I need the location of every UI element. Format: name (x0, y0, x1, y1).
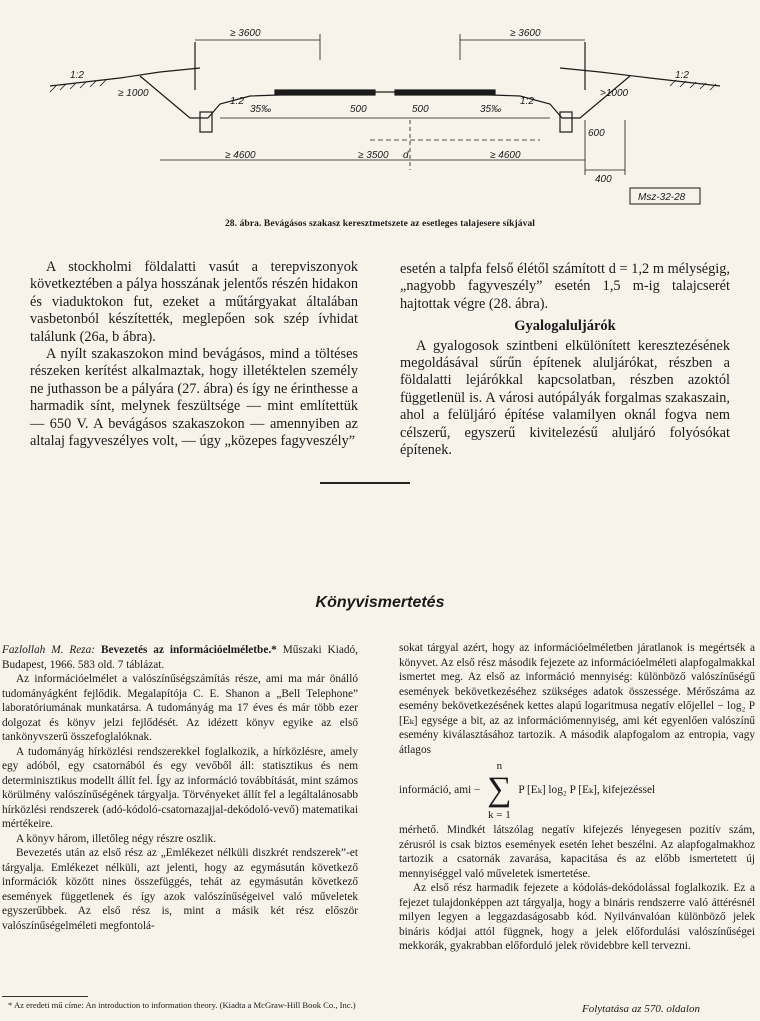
figure-code: Msz-32-28 (638, 192, 686, 203)
sum-lower-limit: k = 1 (488, 809, 511, 821)
paragraph: Bevezetés után az első rész az „Emlékezet nélküli diszkrét rendszerek”-et tárgyalja. Emlékezet nélküli, azt jelenti, hogy az egymásután következő információk között nines összefüggés, tehát az egymásután következő események függetlenek és így azok valószínűségeivel való műveletek egyszerűbbek. Az első rész is, mint a másik két rész először valószínűségelméleti megfontolá- (2, 847, 358, 932)
dim-label: 35‰ (250, 104, 272, 115)
text-column-left (30, 259, 358, 450)
review-column-left (2, 643, 358, 933)
dim-label: ≥ 4600 (490, 150, 521, 161)
formula-prefix: információ, ami (399, 783, 472, 796)
dim-label: >1000 (600, 88, 629, 99)
formula-suffix: kifejezéssel (602, 783, 656, 796)
dim-label: 400 (595, 174, 612, 185)
figure-caption: 28. ábra. Bevágásos szakasz keresztmetszete az esetleges talajesere síkjával (224, 219, 536, 229)
book-title: Bevezetés az információelméletbe.* (100, 644, 277, 656)
paragraph: A nyílt szakaszokon mind bevágásos, mind a töltéses részeken kerítést alkalmaztak, hogy illetéktelen személy ne juthasson be a pályára (27. ábra) és így ne érinthesse a harmadik sínt, melynek feszültsége — mint említettük — 650 V. A bevágásos szakaszokon — amennyiben az altalaj fagyveszélyes volt, — úgy „közepes fagyveszély” (30, 346, 358, 450)
paragraph: mérhető. Mindkét látszólag negatív kifejezés lényegesen pozitív szám, zérusról is csak biztos események esetén lehet beszélni. Az alapfogalmakhoz tartozik a csatornák zavarása, kapacitása és az előbb ismertetett új mennyiséggel való műveletek ismertetése. (399, 824, 755, 880)
sigma-glyph: ∑ (487, 771, 512, 808)
text-column-right (400, 261, 730, 459)
paragraph: Az információelmélet a valószínűségszámítás része, ami ma már önálló tudományágként fejlődik. Megalapítója C. E. Shanon a „Bell Telephone” laboratóriumának munkatársa. A tudományág ma 17 éves és már több ezer dolgozat és könyv jelzi fejlődését. Az idézett könyv egyike az első tankönyvszerű összefoglalóknak. (2, 673, 358, 743)
paragraph: A tudományág hírközlési rendszerekkel foglalkozik, a hírközlésre, amely egy adóból, egy csatornából és egy vevőből áll: statisztikus és nem determinisztikus modellt állít fel. Így az információ továbbítását, mint számos körülmény valószínűségének tárgyalja. Törvényeket állít fel a legáltalánosabb hírközlési rendszerek (adó-kódoló-csatornazajjal-dekódoló-vevő) matematikai mértékeire. (2, 745, 358, 830)
dim-label: ≥ 3600 (230, 28, 261, 39)
paragraph: esetén a talpfa felső élétől számított d = 1,2 m mélységig, „nagyobb fagyveszély” esetén 1,5 m-ig talajcserét hajtottak végre (28. ábra). (400, 261, 730, 312)
dim-label: 500 (350, 104, 367, 115)
cross-section-figure (40, 0, 730, 208)
entropy-formula (399, 757, 755, 823)
dim-label: ≥ 1000 (118, 88, 149, 99)
paragraph: sokat tárgyal azért, hogy az információelméletben járatlanok is megértsék a könyvet. Az első rész második fejezete az információelméleti alapfogalmakkal ismertet meg. Az első az információ mennyiség: különböző valószínűségű események bekövetkezéséhez szükséges adatok összessége. Mérőszáma az esemény bekövetkezésének kettes alapú logaritmusa negatív előjellel − log₂ P [Eₖ] egysége a bit, az az információmennyiség, ami két egyenlően valószínű esemény kiválasztásához tartozik. A második alapfogalom az entropia, vagy átlagos (399, 642, 755, 756)
paragraph: Az első rész harmadik fejezete a kódolás-dekódolással foglalkozik. Ez a fejezet tulajdonképpen azt tárgyalja, hogy a bináris rendszerre való áttérésnél milyen legyen a leggazdaságosabb kód. Nyilvánvalóan különböző jelek bináris kódjai attól függnek, hogy a jelek előfordulási valószínűségei mekkorák, gyakrabban előforduló jelek rövidebbre kell tervezni. (399, 882, 755, 952)
review-column-right (399, 641, 755, 954)
dim-label: 1:2 (230, 96, 244, 107)
dim-label: 1:2 (675, 70, 689, 81)
paragraph: A könyv három, illetőleg négy részre oszlik. (16, 832, 217, 845)
divider (320, 482, 410, 484)
footnote: * Az eredeti mű címe: An introduction to information theory. (Kiadta a McGraw-Hill Book Co., Inc.) (8, 1000, 356, 1010)
dim-label: 35‰ (480, 104, 502, 115)
dim-label: 1:2 (520, 96, 534, 107)
book-author: Fazlollah M. Reza: (2, 644, 96, 656)
dim-label: 1:2 (70, 70, 84, 81)
dim-label: 500 (412, 104, 429, 115)
sum-upper-limit: n (496, 760, 503, 772)
paragraph: A stockholmi földalatti vasút a terepviszonyok következtében a pálya hosszának jelentős részén hidakon és viaduktokon fut, ezeket a műtárgyakat általában vasbetonból készítették, meglepően sok szép ívhidat találunk (26a, b ábra). (30, 259, 358, 345)
sum-symbol (486, 760, 512, 821)
section-title: Könyvismertetés (315, 594, 445, 611)
dim-label: ≥ 3500 (358, 150, 389, 161)
dim-label: ≥ 3600 (510, 28, 541, 39)
paragraph: A gyalogosok szintbeni elkülönített keresztezésének megoldásával sűrűn építenek aluljárókat, részben a földalatti lejárókkal kapcsolatban, részben azoktól függetlenül is. A városi autópályák forgalmas szakaszain, ahol a felüljáró építése valamilyen oknál fogva nem célszerű, egyszerű kivitelezésű aluljáró folyósókat építenek. (400, 337, 730, 459)
formula-sign: − (473, 783, 481, 796)
book-reference (2, 643, 358, 672)
continued-note: Folytatása az 570. oldalon (582, 1003, 700, 1015)
dim-label: d (403, 150, 409, 161)
dim-label: ≥ 4600 (225, 150, 256, 161)
section-subheading: Gyalogaluljárók (514, 318, 616, 335)
book-publisher: Műszaki Kiadó, Budapest, 1966. 583 old. 7 táblázat. (2, 644, 358, 671)
dim-label: 600 (588, 128, 605, 139)
footnote-rule (2, 996, 88, 997)
formula-body: P [Eₖ] log₂ P [Eₖ], (518, 783, 600, 796)
